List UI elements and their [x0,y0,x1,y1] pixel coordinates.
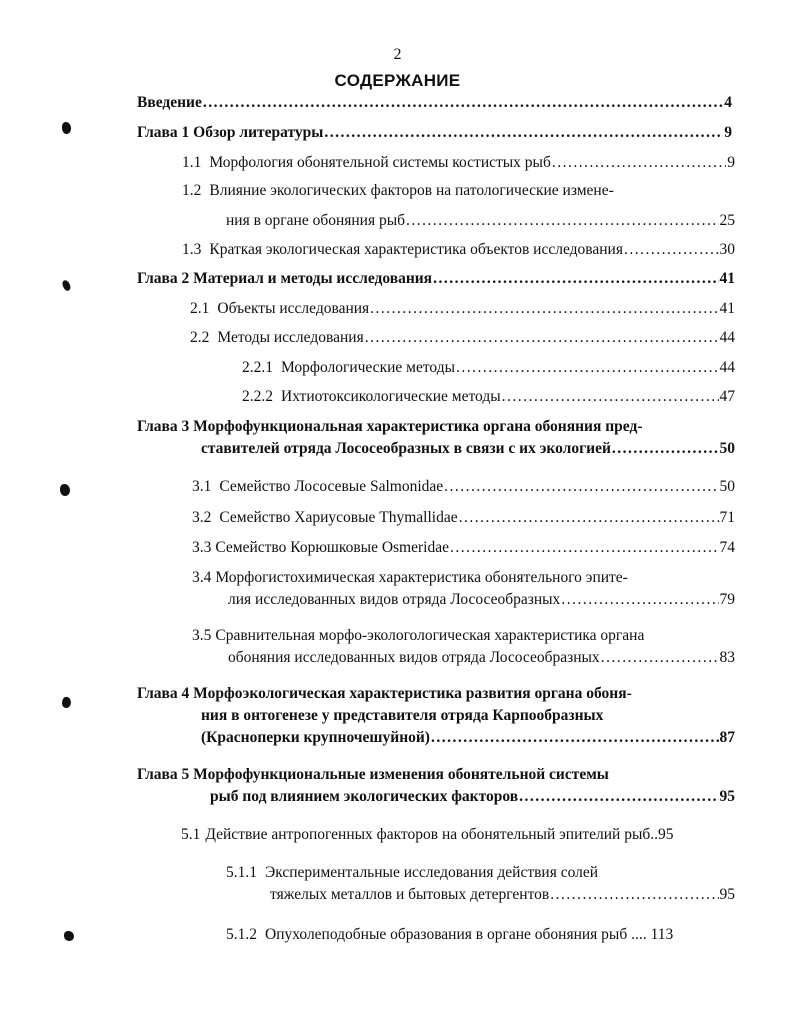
toc-entry-number: 5.1.2 [226,926,257,943]
toc-entry-number: 3.1 [192,478,212,495]
scan-speck [60,484,70,496]
toc-leader [433,268,718,290]
toc-entry-page: 95 [658,826,674,843]
toc-entry-page: 4 [724,94,732,111]
toc-entry-1-2 [182,180,735,232]
toc-entry-number: 5.1.1 [226,864,257,881]
toc-entry-text: Глава 5 Морфофункциональные изменения обонятельной системы [137,766,609,783]
toc-entry-intro [137,92,732,114]
page-number: 2 [393,46,402,63]
scan-speck [64,931,74,941]
toc-leader [431,727,719,749]
toc-entry-number: 3.5 [192,627,212,644]
toc-leader [502,386,719,408]
toc-entry-3-4 [192,567,735,611]
toc-entry-chapter-4 [137,683,735,749]
toc-entry-text: Введение [137,94,202,111]
toc-entry-chapter-2 [137,268,735,290]
toc-entry-number: 3.3 [192,539,212,556]
toc-entry-number: 3.2 [192,509,212,526]
toc-entry-page: 79 [719,591,735,608]
toc-entry-page: 44 [719,329,735,346]
toc-entry-text: Методы исследования [217,329,364,346]
toc-entry-page: 41 [719,270,735,287]
toc-entry-text: ния в органе обоняния рыб [226,212,406,229]
toc-entry-text: Сравнительная морфо-экологологическая характеристика органа [215,627,645,644]
toc-leader [365,327,719,349]
scan-speck [61,696,73,709]
toc-entry-5-1 [181,824,735,846]
toc-entry-page: 44 [719,359,735,376]
toc-leader [519,786,718,808]
toc-entry-text: Ихтиотоксикологические методы [281,388,501,405]
toc-entry-text: Действие антропогенных факторов на обонятельный эпителий рыб.. [205,826,659,843]
toc-entry-page: 87 [719,729,735,746]
toc-entry-page: 95 [719,788,735,805]
toc-entry-chapter-5 [137,764,735,808]
toc-entry-text: рыб под влиянием экологических факторов [210,788,519,805]
scan-speck [61,279,71,292]
toc-entry-text: Морфология обонятельной системы костистых рыб [209,154,551,171]
toc-leader [552,152,726,174]
toc-entry-number: 5.1 [181,826,201,843]
toc-entry-number: 2.2 [190,329,210,346]
toc-leader [324,122,723,144]
toc-leader [601,647,719,669]
toc-entry-page: 9 [727,154,735,171]
toc-leader [444,476,718,498]
toc-entry-text: Глава 2 Материал и методы исследования [137,270,433,287]
toc-entry-page: 83 [719,649,735,666]
toc-entry-5-1-1 [226,862,735,906]
toc-leader [456,357,718,379]
toc-entry-1-3 [182,239,735,261]
toc-entry-text: Краткая экологическая характеристика объектов исследования [209,241,623,258]
toc-entry-number: 2.2.2 [242,388,273,405]
toc-entry-text: лия исследованных видов отряда Лососеобразных [228,591,561,608]
toc-entry-text: тяжелых металлов и бытовых детергентов [270,886,550,903]
toc-entry-page: 113 [650,926,674,943]
toc-entry-page: 95 [719,886,735,903]
toc-entry-text: Глава 3 Морфофункциональная характеристика органа обоняния пред- [137,418,643,435]
toc-leader [624,239,719,261]
toc-entry-text: Объекты исследования [217,300,370,317]
toc-leader [612,438,719,460]
toc-leader [203,92,723,114]
toc-leader [370,298,718,320]
toc-entry-page: 9 [724,124,732,141]
toc-entry-page: 50 [719,478,735,495]
toc-entry-chapter-1 [137,122,732,144]
toc-entry-number: 1.2 [182,182,202,199]
page-title: СОДЕРЖАНИЕ [334,71,461,90]
toc-entry-2-2-2 [242,386,735,408]
toc-entry-text: ния в онтогенезе у представителя отряда Карпообразных [201,707,604,724]
toc-leader [561,589,718,611]
toc-entry-page: 50 [719,440,735,457]
toc-entry-3-2 [192,507,735,529]
toc-entry-2-1 [190,298,735,320]
toc-entry-text: Семейство Корюшковые Osmeridae [215,539,449,556]
toc-entry-text: ставителей отряда Лососеобразных в связи с их экологией [201,440,611,457]
toc-entry-3-1 [192,476,735,498]
toc-leader [550,884,718,906]
toc-leader [459,507,719,529]
toc-entry-page: 30 [719,241,735,258]
toc-entry-number: 2.2.1 [242,359,273,376]
toc-leader [406,210,718,232]
toc-entry-text: Морфогистохимическая характеристика обонятельного эпите- [215,569,628,586]
toc-entry-5-1-2 [226,924,735,946]
toc-entry-3-3 [192,537,735,559]
toc-entry-page: 74 [719,539,735,556]
toc-entry-2-2 [190,327,735,349]
toc-entry-page: 71 [719,509,735,526]
toc-entry-chapter-3 [137,416,735,460]
toc-entry-number: 1.1 [182,154,202,171]
toc-entry-text: обоняния исследованных видов отряда Лососеобразных [228,649,600,666]
toc-entry-2-2-1 [242,357,735,379]
toc-entry-text: Влияние экологических факторов на патологические измене- [209,182,614,199]
scan-speck [62,122,71,134]
toc-entry-number: 3.4 [192,569,212,586]
toc-entry-page: 41 [719,300,735,317]
toc-entry-text: Семейство Хариусовые Thymallidae [219,509,458,526]
toc-entry-1-1 [182,152,735,174]
toc-entry-page: 47 [719,388,735,405]
toc-entry-text: Опухолеподобные образования в органе обоняния рыб .... [265,926,647,943]
toc-entry-text: Экспериментальные исследования действия солей [265,864,599,881]
toc-entry-text: Морфологические методы [281,359,456,376]
toc-entry-text: Глава 1 Обзор литературы [137,124,324,141]
toc-entry-3-5 [192,625,735,669]
toc-entry-number: 1.3 [182,241,202,258]
toc-entry-text: Глава 4 Морфоэкологическая характеристика развития органа обоня- [137,685,632,702]
toc-leader [450,537,719,559]
toc-entry-number: 2.1 [190,300,210,317]
toc-entry-text: Семейство Лососевые Salmonidae [219,478,444,495]
toc-entry-text: (Красноперки крупночешуйной) [201,729,430,746]
toc-entry-page: 25 [719,212,735,229]
